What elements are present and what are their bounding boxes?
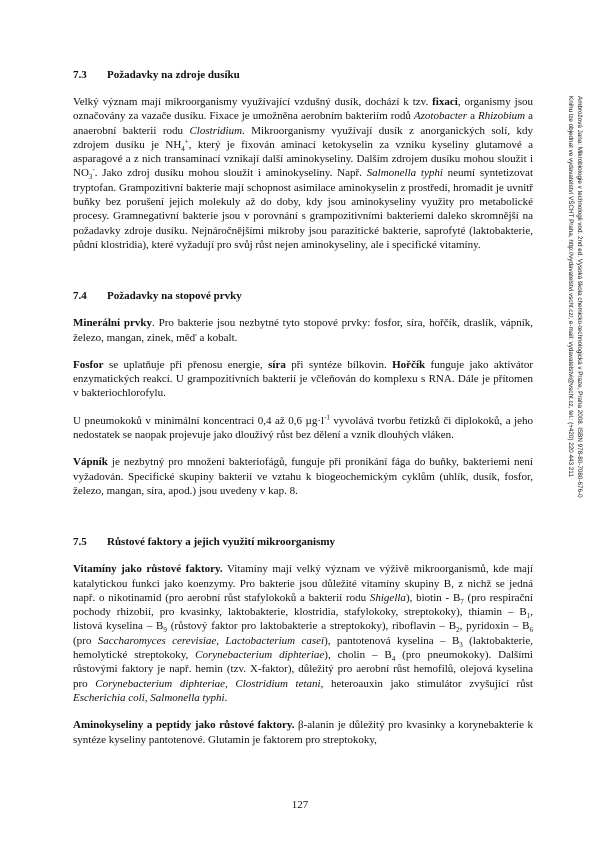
paragraph-phosphorus: Fosfor se uplatňuje při přenosu energie, síra při syntéze bílkovin. Hořčík funguje jako aktivátor enzymatických reakcí. U grampozitivních bakterií je včleňován do komplexu s RNA. Dále je přítomen v bakteriochlorofylu. <box>73 358 534 400</box>
page-content <box>73 68 533 747</box>
paragraph-mineral-elements: Minerální prvky. Pro bakterie jsou nezbytné tyto stopové prvky: fosfor, síra, hořčík, draslík, vápník, železo, mangan, zinek, měď a kobalt. <box>73 317 534 344</box>
section-heading-7-5 <box>73 535 533 549</box>
page-number: 127 <box>291 799 309 811</box>
section-number: 7.4 <box>73 290 87 303</box>
paragraph-calcium: Vápník je nezbytný pro množení bakteriofágů, funguje při pronikání fága do buňky, bakteriemi není vyžadován. Specifické skupiny bakterií ve vztahu k biogeochemickým cyklům (uhlík, dusík, fosfor, železo, mangan, síra, apod.) jsou uvedeny v kap. 8. <box>73 456 533 497</box>
section-title: Požadavky na stopové prvky <box>107 290 242 303</box>
section-heading-7-3 <box>73 68 533 82</box>
paragraph-nitrogen: Velký význam mají mikroorganismy využívající vzdušný dusík, dochází k tzv. fixaci, organismy jsou označovány za vazače dusíku. Fixace je umožněna aerobním bakteriím rodů Azotobacter a Rhizobium a anaerobní bakterii rodu Clostridium. Mikroorganismy využívají dusík z anorganických solí, kdy zdrojem dusíku je $NH_4^+$, který je fixován aminací ketokyselin za vzniku kyseliny glutamové a asparagové a z nich transaminací vznikají další aminokyseliny. Dalším zdrojem dusíku mohou sloužit i $NO_3^-$. Jako zdroj dusíku mohou sloužit i aminokyseliny. Např. Salmonella typhi neumí syntetizovat tryptofan. Grampozitivní bakterie mají schopnost asimilace aminokyselin z prostředí, hromadit je uvnitř buňky bez porušení jejich molekuly až do doby, kdy jsou aminokyseliny využity pro metabolické procesy. Gramnegativní bakterie jsou v porovnání s grampozitivními bakteriemi daleko skromnější na požadavky zdroje dusíku. Nejnáročnějšími mikroby jsou parazitické bakterie, saprofyté (laktobakterie, půdní klostridia), které vyžadují pro svůj růst nejen aminokyseliny, ale i specifické vitamíny. <box>73 96 534 251</box>
side-note-line-2: Knihu lze objednat ve vydavatelství VŠCHT Praha, http://vydavatelstvi.vscht.cz/, e-mail: vydavatelstvi@vscht.cz, tel.: (+420) 220 443 211 <box>567 96 574 477</box>
paragraph-pneumococci: U pneumokoků v minimální koncentraci 0,4 až 0,6 $\mu g\cdot l^{-1}$ vyvolává tvorbu řetízků či diplokoků, a jeho nedostatek se naopak projevuje jako dlouživý růst bez dělení a vznik dlouhých vláken. <box>73 413 533 442</box>
section-number: 7.5 <box>73 536 87 549</box>
paragraph-amino-acids: Aminokyseliny a peptidy jako růstové faktory. β-alanin je důležitý pro kvasinky a korynebakterie k syntéze kyseliny pantotenové. Glutamin je faktorem pro streptokoky, <box>73 719 534 746</box>
section-title: Požadavky na zdroje dusíku <box>107 69 240 81</box>
side-note-line-1: Ambrožová Jana: Mikrobiologie v technologii vod. 2nd ed. Vysoká škola chemicko-technologická v Praze, Praha 2008. ISBN 978-80-7080-676-0 <box>576 96 583 498</box>
paragraph-vitamins: Vitamíny jako růstové faktory. Vitamíny mají velký význam ve výživě mikroorganismů, kde mají katalytickou funkci jako koenzymy. Pro bakterie jsou důležité vitamíny skupiny B, z nichž se jedná např. o nikotinamid (pro aerobní růst stafylokoků a bakterií rodu Shigella), biotin - $B_7$ (pro respirační pochody rhizobií, pro kvasinky, laktobakterie, klostridia, stafylokoky, streptokoky), thiamin – $B_1$, listová kyselina – $B_9$ (růstový faktor pro laktobakterie a streptokoky), riboflavin – $B_2$, pyridoxin – $B_6$ (pro Saccharomyces cerevisiae, Lactobacterium casei), pantotenová kyselina – $B_3$ (laktobakterie, hemolytické streptokoky, Corynebacterium diphteriae), cholin – $B_4$ (pro pneumokoky). Dalšími růstovými faktory je např. hemin (tzv. X-faktor), důležitý pro aerobní růst hemofilů, olejová kyselina pro Corynebacterium diphteriae, Clostridium tetani, heteroauxin jako stimulátor zvyšující růst Escherichia coli, Salmonella typhi. <box>73 563 534 704</box>
section-title: Růstové faktory a jejich využití mikroorganismy <box>107 536 336 549</box>
section-heading-7-4 <box>73 289 533 303</box>
section-number: 7.3 <box>73 69 87 81</box>
